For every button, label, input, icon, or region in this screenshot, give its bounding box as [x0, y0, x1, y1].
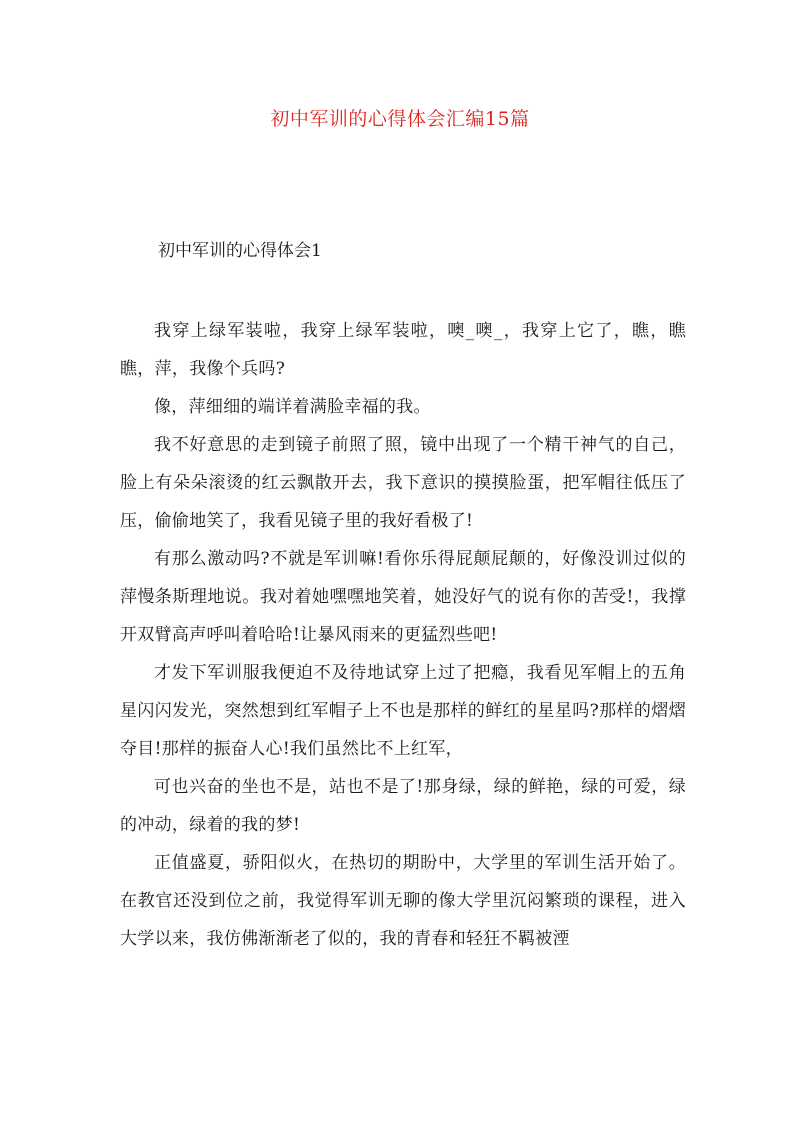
- paragraph: 像，萍细细的端详着满脸幸福的我。: [154, 397, 431, 417]
- section-heading: 初中军训的心得体会1: [158, 241, 322, 261]
- paragraph: 我穿上绿军装啦，我穿上绿军装啦，噢_噢_，我穿上它了，瞧，瞧瞧，萍，我像个兵吗?: [120, 321, 686, 379]
- paragraph: 有那么激动吗?不就是军训嘛!看你乐得屁颠屁颠的，好像没训过似的萍慢条斯理地说。我对着她嘿嘿地笑着，她没好气的说有你的苦受!，我撑开双臂高声呼叫着哈哈!让暴风雨来的更猛烈些吧!: [120, 549, 686, 645]
- paragraph: 正值盛夏，骄阳似火，在热切的期盼中，大学里的军训生活开始了。在教官还没到位之前，我觉得军训无聊的像大学里沉闷繁琐的课程，进入大学以来，我仿佛渐渐老了似的，我的青春和轻狂不羁被湮: [120, 853, 686, 949]
- paragraph: 可也兴奋的坐也不是，站也不是了!那身绿，绿的鲜艳，绿的可爱，绿的冲动，绿着的我的梦!: [120, 777, 686, 835]
- paragraph: 我不好意思的走到镜子前照了照，镜中出现了一个精干神气的自己，脸上有朵朵滚烫的红云飘散开去，我下意识的摸摸脸蛋，把军帽往低压了压，偷偷地笑了，我看见镜子里的我好看极了!: [120, 435, 686, 531]
- document-title: 初中军训的心得体会汇编15篇: [270, 108, 530, 130]
- body-text: [120, 312, 686, 958]
- paragraph: 才发下军训服我便迫不及待地试穿上过了把瘾，我看见军帽上的五角星闪闪发光，突然想到红军帽子上不也是那样的鲜红的星星吗?那样的熠熠夺目!那样的振奋人心!我们虽然比不上红军，: [120, 663, 686, 759]
